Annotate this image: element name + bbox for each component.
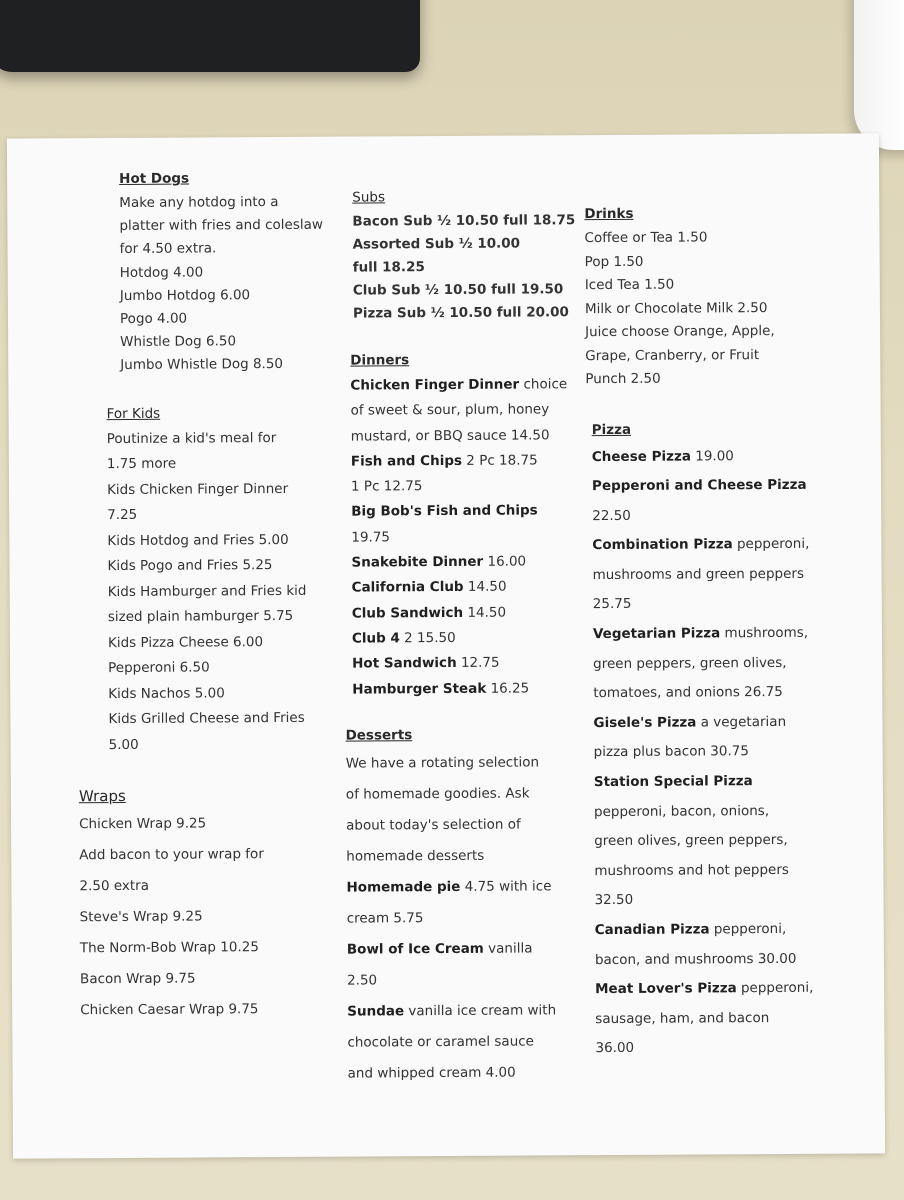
menu-item-name: Club 4 [351,630,400,647]
menu-line [347,995,597,1028]
menu-column-middle [345,185,598,1089]
menu-line-text: Grape, Cranberry, or Fruit [585,346,760,364]
drinks-lines [584,225,865,391]
menu-line [79,870,353,903]
section-subs [352,185,593,325]
menu-item-name: Big Bob's Fish and Chips [351,502,538,521]
menu-item-detail: chocolate or caramel sauce [347,1033,535,1051]
menu-item-name: Chicken Finger Dinner [350,376,520,394]
menu-line-text: Iced Tea 1.50 [584,276,675,294]
menu-line [584,225,864,250]
menu-line-text: Kids Chicken Finger Dinner [106,480,289,498]
menu-item-name: Hamburger Steak [352,680,487,698]
menu-line [120,260,350,285]
menu-line-text: Punch 2.50 [585,370,661,388]
section-drinks [584,201,865,391]
menu-line [108,680,352,707]
menu-item-detail: 2.50 [346,972,378,989]
menu-sheet [7,133,885,1158]
menu-item-name: Vegetarian Pizza [592,625,721,643]
menu-line [107,527,351,554]
menu-item-name: Combination Pizza [592,536,733,554]
menu-line [348,1057,598,1090]
menu-line-text: Jumbo Hotdog 6.00 [119,287,251,304]
menu-line [594,796,868,827]
menu-line [108,629,352,656]
menu-line-text: Pepperoni 6.50 [108,659,210,677]
menu-line [353,301,593,325]
menu-item-detail: 14.50 [463,579,507,596]
menu-line-text: Kids Hotdog and Fries 5.00 [107,531,289,549]
menu-line [346,778,596,811]
menu-line [595,944,869,975]
black-tray [0,0,420,72]
menu-line-text: Pizza Sub ½ 10.50 full 20.00 [352,304,569,322]
menu-line [107,451,351,478]
menu-line [351,549,594,576]
menu-line [595,974,869,1005]
section-dinners [350,348,595,702]
menu-item-detail: 4.75 with ice [460,878,552,895]
menu-line [120,237,350,262]
hot-dogs-lines [119,191,350,378]
menu-item-name: Sundae [347,1003,405,1020]
section-heading: Desserts [345,727,413,744]
menu-line [346,840,596,873]
menu-line [80,963,354,996]
menu-item-detail: 12.75 [456,654,500,672]
menu-line [594,885,868,916]
menu-line-text: Kids Pogo and Fries 5.25 [107,557,273,575]
menu-item-detail: tomatoes, and onions 26.75 [593,684,783,702]
menu-line-text: Hotdog 4.00 [119,264,204,281]
menu-item-detail: mushrooms and hot peppers [594,861,789,879]
menu-line [352,625,595,652]
menu-line [107,476,351,503]
wraps-lines [79,808,354,1027]
menu-item-detail: of sweet & sour, plum, honey [350,401,550,419]
menu-line [353,255,593,279]
menu-line-text: full 18.25 [352,259,425,276]
menu-item-name: Pepperoni and Cheese Pizza [591,476,807,495]
menu-line-text: Chicken Caesar Wrap 9.75 [80,1001,259,1019]
menu-line [80,932,354,965]
menu-line [119,214,349,239]
menu-line-text: Chicken Wrap 9.25 [79,815,207,833]
menu-item-detail: 16.00 [483,553,527,570]
menu-line [594,826,868,857]
menu-item-detail: vanilla ice cream with [404,1002,557,1020]
menu-line [347,902,597,935]
menu-line [108,604,352,631]
section-heading: Dinners [350,352,410,369]
menu-line [347,933,597,966]
menu-item-detail: mustard, or BBQ sauce 14.50 [350,426,550,445]
menu-line [351,499,594,526]
menu-line [351,448,594,475]
menu-line-text: Pop 1.50 [584,253,644,270]
menu-line [346,747,596,780]
menu-item-name: Homemade pie [346,878,461,896]
menu-item-detail: green peppers, green olives, [593,654,787,672]
menu-line [593,618,867,649]
subs-lines [352,209,593,325]
menu-line-text: Bacon Wrap 9.75 [79,970,196,988]
section-for-kids [107,401,353,758]
menu-item-detail: of homemade goodies. Ask [345,785,530,803]
menu-line-text: Milk or Chocolate Milk 2.50 [584,299,768,317]
menu-line-text: The Norm-Bob Wrap 10.25 [79,939,259,957]
section-heading: Drinks [584,205,634,223]
menu-item-detail: pizza plus bacon 30.75 [593,743,749,761]
menu-item-detail: about today's selection of [346,816,521,834]
menu-line [594,855,868,886]
menu-line [108,578,352,605]
menu-line [352,650,595,677]
menu-item-detail: bacon, and mushrooms 30.00 [594,950,797,968]
menu-line [594,766,868,797]
menu-line [593,648,867,679]
menu-line [120,307,350,332]
menu-line-text: Poutinize a kid's meal for [106,429,277,447]
menu-line [119,191,349,216]
menu-item-detail: green olives, green peppers, [594,832,788,850]
section-heading: Pizza [591,421,632,438]
menu-line [352,600,595,627]
menu-line-text: Juice choose Orange, Apple, [585,322,775,341]
menu-item-detail: and whipped cream 4.00 [347,1064,516,1082]
menu-line-text: Kids Nachos 5.00 [108,684,225,702]
menu-line-text: Club Sub ½ 10.50 full 19.50 [352,281,564,299]
menu-line-text: platter with fries and coleslaw [119,216,323,235]
menu-line-text: Add bacon to your wrap for [79,846,264,864]
menu-item-detail: pepperoni, [709,920,787,938]
menu-line [353,278,593,302]
menu-item-name: Station Special Pizza [593,773,753,791]
white-cup [854,0,904,150]
menu-item-detail: 22.50 [592,507,631,524]
menu-line-text: Coffee or Tea 1.50 [584,229,708,247]
menu-line [347,1026,597,1059]
menu-line-text: 5.00 [108,736,139,753]
section-heading: For Kids [106,405,161,422]
menu-item-detail: choice [519,376,568,393]
section-heading: Wraps [78,787,126,806]
menu-line-text: Whistle Dog 6.50 [120,333,237,351]
menu-column-right [584,201,869,1064]
menu-line-text: Kids Hamburger and Fries kid [107,582,307,600]
menu-line-text: Steve's Wrap 9.25 [79,908,203,926]
menu-line [120,330,350,355]
menu-column-left [78,167,354,1027]
menu-line [592,559,866,590]
menu-line-text: 7.25 [107,507,138,524]
menu-line [346,809,596,842]
section-wraps [79,784,354,1027]
menu-item-detail: sausage, ham, and bacon [595,1009,770,1027]
menu-line-text: Assorted Sub ½ 10.00 [352,235,521,253]
menu-item-detail: 1 Pc 12.75 [350,478,423,495]
menu-line-text: Pogo 4.00 [119,310,188,328]
menu-line [351,524,594,551]
section-pizza [592,417,870,1064]
menu-line-text: Kids Grilled Cheese and Fries [108,709,305,728]
menu-item-detail: 2 15.50 [399,629,456,647]
menu-line [585,296,865,321]
menu-line [595,1003,869,1034]
menu-item-detail: We have a rotating selection [345,754,540,772]
menu-line-text: 1.75 more [106,455,177,473]
menu-line [120,353,350,378]
menu-line [347,964,597,997]
menu-line [108,655,352,682]
menu-line [107,553,351,580]
menu-line [346,871,596,904]
menu-item-detail: mushrooms, [720,624,809,642]
menu-line [350,397,593,424]
menu-line [585,343,865,368]
menu-item-detail: vanilla [483,940,533,957]
menu-item-detail: pepperoni, bacon, onions, [593,802,770,820]
menu-line [109,731,353,758]
menu-item-detail: 19.00 [690,447,734,465]
menu-line [595,1033,869,1064]
menu-line [120,283,350,308]
menu-item-name: Fish and Chips [350,452,463,470]
menu-item-name: Gisele's Pizza [593,714,697,731]
menu-line [107,425,351,452]
for-kids-lines [107,425,353,758]
menu-item-name: California Club [351,579,464,596]
menu-item-name: Snakebite Dinner [351,553,484,571]
dinners-lines [350,372,595,702]
menu-line-text: 2.50 extra [79,877,150,895]
menu-item-name: Canadian Pizza [594,921,710,939]
menu-item-detail: 14.50 [463,604,507,621]
menu-item-detail: a vegetarian [696,713,787,731]
menu-line [592,530,866,561]
menu-line [592,500,866,531]
menu-line [585,366,865,391]
menu-item-name: Cheese Pizza [591,448,691,465]
menu-line [80,901,354,934]
menu-line-text: for 4.50 extra. [119,240,217,258]
menu-line [351,423,594,450]
section-heading: Subs [352,189,386,206]
menu-line [79,839,353,872]
menu-item-detail: 19.75 [351,529,391,546]
menu-line [593,589,867,620]
menu-line-text: sized plain hamburger 5.75 [107,608,294,626]
menu-line [352,232,592,256]
menu-line [350,372,593,399]
menu-line [352,574,595,601]
menu-line-text: Make any hotdog into a [119,194,279,211]
menu-item-detail: homemade desserts [346,847,485,865]
menu-line [80,994,354,1027]
menu-line-text: Kids Pizza Cheese 6.00 [107,633,264,651]
menu-line [352,209,592,233]
section-hot-dogs [119,167,350,378]
menu-line [107,502,351,529]
menu-line [592,471,866,502]
menu-line-text: Jumbo Whistle Dog 8.50 [120,356,284,374]
menu-item-detail: cream 5.75 [346,910,424,927]
menu-item-detail: 16.25 [486,680,530,697]
menu-item-name: Club Sandwich [351,604,464,622]
menu-line [585,272,865,297]
section-heading: Hot Dogs [119,170,190,187]
menu-line [585,319,865,344]
menu-line [593,707,867,738]
menu-line [593,678,867,709]
menu-line [585,249,865,274]
desserts-lines [346,747,598,1090]
menu-item-detail: 32.50 [594,892,634,909]
section-desserts [345,723,597,1090]
menu-line [592,441,866,472]
menu-item-detail: pepperoni, [736,979,814,997]
menu-item-detail: pepperoni, [732,536,810,553]
menu-line [594,737,868,768]
menu-item-detail: mushrooms and green peppers [592,565,805,583]
menu-item-detail: 36.00 [595,1040,635,1057]
menu-item-name: Bowl of Ice Cream [346,940,484,958]
pizza-lines [592,441,870,1064]
menu-line [351,473,594,500]
menu-item-detail: 2 Pc 18.75 [461,452,538,469]
menu-line [79,808,353,841]
menu-line [108,706,352,733]
menu-line [352,676,595,703]
menu-item-name: Meat Lover's Pizza [595,980,737,998]
menu-line-text: Bacon Sub ½ 10.50 full 18.75 [352,212,576,230]
menu-item-name: Hot Sandwich [352,655,457,672]
menu-line [595,914,869,945]
menu-item-detail: 25.75 [592,596,632,613]
